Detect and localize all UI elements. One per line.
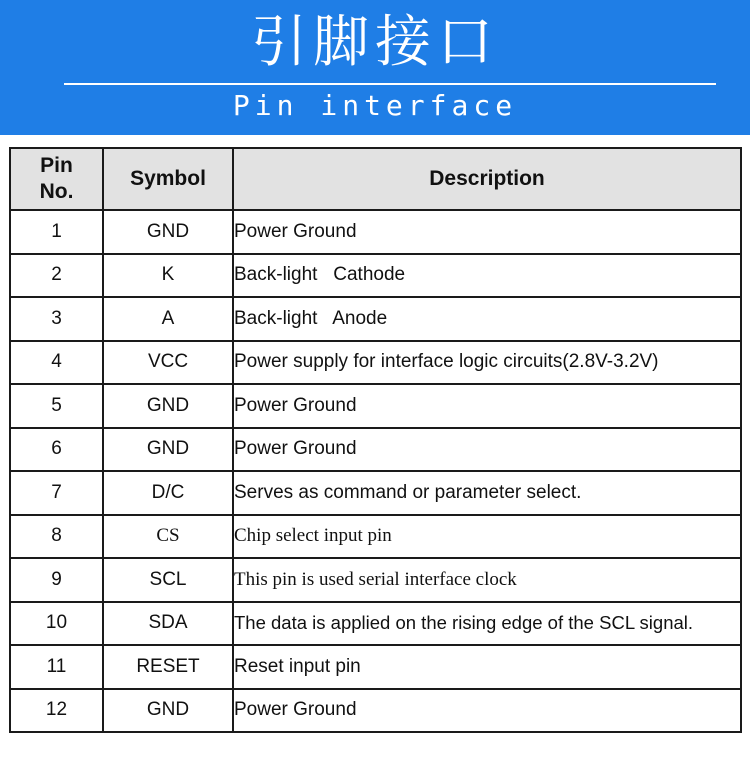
header-pin-no-line1: Pin xyxy=(40,154,73,177)
pin-number: 5 xyxy=(10,384,103,428)
table-row xyxy=(10,428,741,472)
pin-number: 9 xyxy=(10,558,103,602)
header-divider xyxy=(64,83,716,85)
pin-number: 7 xyxy=(10,471,103,515)
pin-description: Power Ground xyxy=(233,210,741,254)
table-row xyxy=(10,515,741,559)
table-row xyxy=(10,471,741,515)
pin-description: Power Ground xyxy=(233,428,741,472)
header-pin-no xyxy=(10,148,103,210)
header-banner xyxy=(0,0,750,135)
pin-description: Power Ground xyxy=(233,689,741,733)
pin-description: Serves as command or parameter select. xyxy=(233,471,741,515)
pin-description: This pin is used serial interface clock xyxy=(233,558,741,602)
pin-description: Back-light Anode xyxy=(233,297,741,341)
pin-number: 11 xyxy=(10,645,103,689)
pin-description: Power Ground xyxy=(233,384,741,428)
pin-symbol: RESET xyxy=(103,645,233,689)
table-row xyxy=(10,645,741,689)
pin-symbol: A xyxy=(103,297,233,341)
pin-symbol: SCL xyxy=(103,558,233,602)
table-row xyxy=(10,689,741,733)
pin-description: Power supply for interface logic circuits(2.8V-3.2V) xyxy=(233,341,741,385)
pin-description: Reset input pin xyxy=(233,645,741,689)
table-row xyxy=(10,384,741,428)
pin-symbol: D/C xyxy=(103,471,233,515)
page-title: 引脚接口 xyxy=(251,10,499,75)
pin-symbol: K xyxy=(103,254,233,298)
pin-table xyxy=(9,147,742,733)
pin-description: The data is applied on the rising edge of the SCL signal. xyxy=(233,602,741,646)
table-row xyxy=(10,297,741,341)
pin-number: 3 xyxy=(10,297,103,341)
header-pin-no-line2: No. xyxy=(39,180,74,203)
table-header-row xyxy=(10,148,741,210)
pin-symbol: GND xyxy=(103,384,233,428)
table-row xyxy=(10,341,741,385)
pin-symbol: VCC xyxy=(103,341,233,385)
header-description: Description xyxy=(233,148,741,210)
table-row xyxy=(10,558,741,602)
table-row xyxy=(10,254,741,298)
pin-number: 4 xyxy=(10,341,103,385)
pin-number: 1 xyxy=(10,210,103,254)
pin-number: 6 xyxy=(10,428,103,472)
pin-symbol: GND xyxy=(103,689,233,733)
table-row xyxy=(10,210,741,254)
pin-number: 10 xyxy=(10,602,103,646)
pin-symbol: SDA xyxy=(103,602,233,646)
pin-description: Chip select input pin xyxy=(233,515,741,559)
pin-description: Back-light Cathode xyxy=(233,254,741,298)
pin-number: 8 xyxy=(10,515,103,559)
pin-symbol: GND xyxy=(103,428,233,472)
pin-number: 12 xyxy=(10,689,103,733)
header-symbol: Symbol xyxy=(103,148,233,210)
page-subtitle: Pin interface xyxy=(232,89,518,122)
pin-number: 2 xyxy=(10,254,103,298)
pin-symbol: GND xyxy=(103,210,233,254)
table-row xyxy=(10,602,741,646)
pin-symbol: CS xyxy=(103,515,233,559)
